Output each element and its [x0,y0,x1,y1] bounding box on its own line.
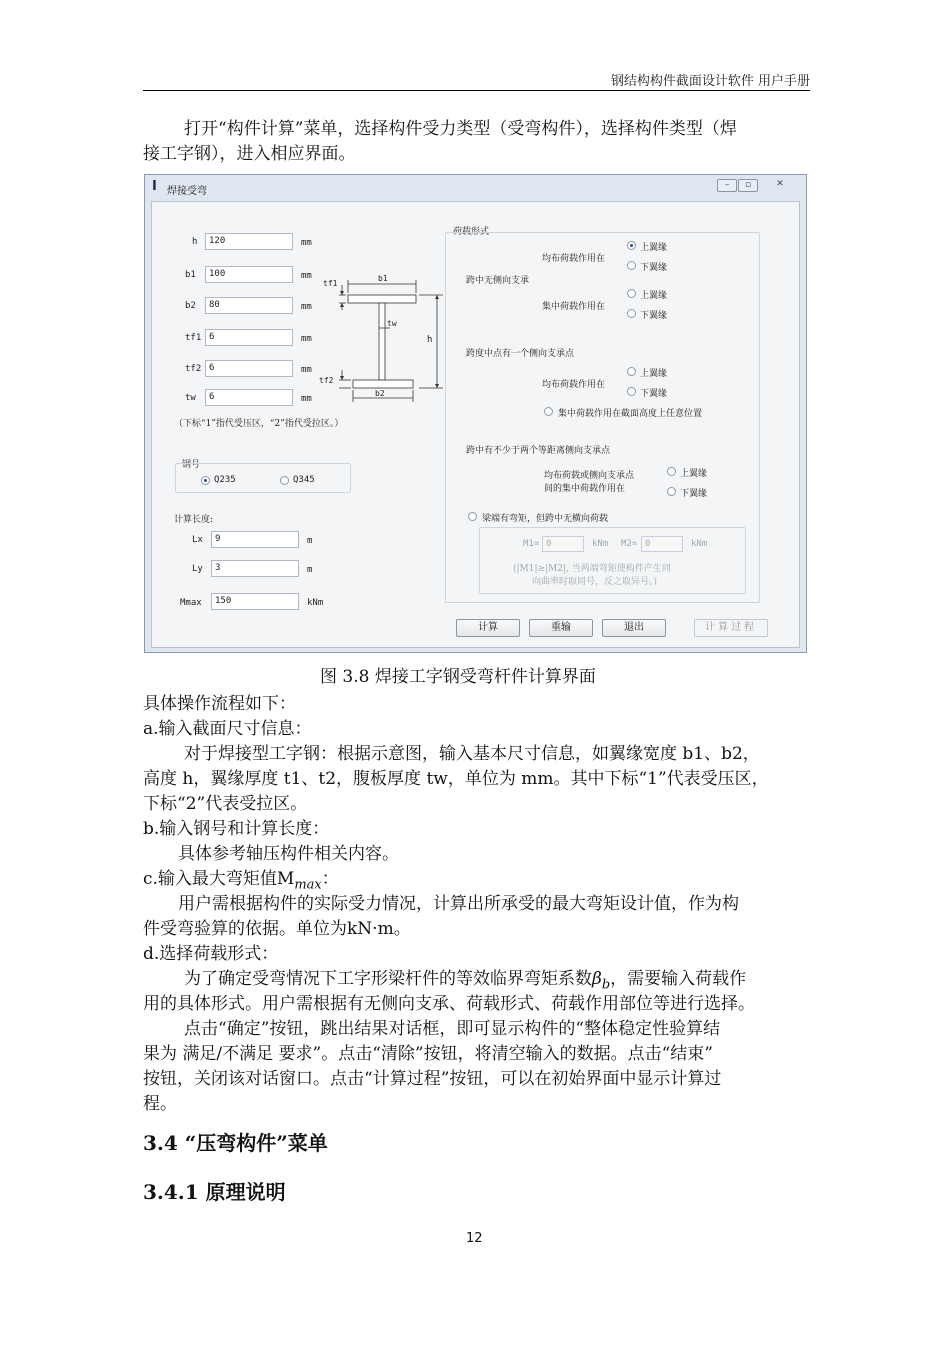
nl-conc-upper-radio[interactable] [627,289,636,298]
title-bar[interactable] [145,175,806,201]
ly-unit: m [307,565,313,575]
lx-unit: m [307,536,313,546]
end-moment-radio[interactable] [468,512,477,521]
ol-conc-any-radio[interactable] [544,407,553,416]
reinput-button[interactable]: 重输 [529,619,593,637]
body-line-12-rest: ，需要输入荷载作 [610,969,747,989]
tw-input[interactable]: 6 [205,389,293,406]
intro-line-2: 接工字钢），进入相应界面。 [143,144,356,164]
body-line-8-colon: ： [321,869,339,889]
b1-input[interactable]: 100 [205,266,293,283]
field-label-b2: b2 [185,301,196,311]
running-header: 钢结构构件截面设计软件 用户手册 [610,74,810,89]
unit-tf2: mm [301,365,312,375]
section-heading-3-4-1: 3.4.1 原理说明 [143,1180,286,1204]
calc-button[interactable]: 计算 [456,619,520,637]
diagram-label-b1: b1 [378,274,388,283]
ly-label: Ly [192,564,203,574]
ly-input[interactable]: 3 [211,560,299,577]
minimize-icon[interactable]: – [717,179,737,192]
tl-upper-label: 上翼缘 [680,469,708,479]
diagram-label-b2: b2 [375,389,385,398]
tl-lower-label: 下翼缘 [680,489,708,499]
restore-icon[interactable]: ▫ [738,179,758,192]
close-icon[interactable]: ✕ [776,179,784,189]
tf2-input[interactable]: 6 [205,360,293,377]
mmax-subscript: max [294,877,322,893]
beta-subscript: b [601,977,611,993]
end-note-1: (|M1|≥|M2|, 当两端弯矩使构件产生同 [513,564,671,574]
ol-uniform-lower-radio[interactable] [627,387,636,396]
calc-process-button[interactable]: 计算过程 [694,619,768,637]
field-label-tw: tw [185,393,196,403]
nl-conc-lower-label: 下翼缘 [640,311,668,321]
intro-line-1: 打开“构件计算”菜单，选择构件受力类型（受弯构件），选择构件类型（焊 [184,119,737,139]
body-line-12-text: 为了确定受弯情况下工字形梁杆件的等效临界弯矩系数 [184,969,592,989]
body-line-3: 对于焊接型工字钢：根据示意图，输入基本尺寸信息，如翼缘宽度 b1、b2， [184,744,760,764]
diagram-label-h: h [427,335,433,345]
body-line-17: 程。 [143,1094,177,1114]
I-beam-icon: I [152,179,157,194]
mmax-input[interactable]: 150 [211,593,299,610]
ol-uniform-upper-radio[interactable] [627,367,636,376]
nl-uniform-lower-label: 下翼缘 [640,263,668,273]
end-moment-group [479,527,746,594]
nl-conc-lower-radio[interactable] [627,309,636,318]
no-lateral-label: 跨中无侧向支承 [466,276,530,286]
header-rule [143,90,810,91]
load-legend: 荷载形式 [453,227,490,237]
diagram-label-tf1: tf1 [323,279,338,288]
body-line-10: 件受弯验算的依据。单位为kN·m。 [143,919,411,939]
body-line-1: 具体操作流程如下： [143,694,296,714]
q345-label: Q345 [293,475,315,485]
mmax-unit: kNm [307,598,324,608]
page-number: 12 [466,1231,483,1246]
subscript-note: （下标“1”指代受压区，“2”指代受拉区。） [174,419,344,429]
body-line-13: 用的具体形式。用户需根据有无侧向支承、荷载形式、荷载作用部位等进行选择。 [143,994,755,1014]
ol-uniform-lower-label: 下翼缘 [640,389,668,399]
unit-h: mm [301,238,312,248]
body-line-2: a.输入截面尺寸信息： [143,719,312,739]
tl-load-label-1: 均布荷载或侧向支承点 [544,471,635,481]
steel-group [175,463,351,493]
figure-caption: 图 3.8 焊接工字钢受弯杆件计算界面 [320,667,596,687]
b2-input[interactable]: 80 [205,297,293,314]
q235-radio[interactable] [201,476,210,485]
body-line-6: b.输入钢号和计算长度： [143,819,330,839]
two-lateral-label: 跨中有不少于两个等距离侧向支承点 [466,446,611,456]
body-line-4: 高度 h，翼缘厚度 t1、t2，腹板厚度 tw，单位为 mm。其中下标“1”代表受压区， [143,769,769,789]
body-line-11: d.选择荷载形式： [143,944,279,964]
body-line-8-text: c.输入最大弯矩值M [143,869,295,889]
lx-input[interactable]: 9 [211,531,299,548]
dialog-window [144,174,807,653]
q235-label: Q235 [214,475,236,485]
field-label-b1: b1 [185,270,196,280]
body-line-7: 具体参考轴压构件相关内容。 [178,844,399,864]
end-note-2: 向曲率时取同号，反之取异号。) [532,577,658,587]
one-lateral-label: 跨度中点有一个侧向支承点 [466,349,575,359]
m1-input[interactable]: 0 [542,536,584,552]
m2-label: M2= [621,539,638,549]
tf1-input[interactable]: 6 [205,329,293,346]
field-label-tf1: tf1 [185,333,202,343]
body-line-14: 点击“确定”按钮，跳出结果对话框，即可显示构件的“整体稳定性验算结 [184,1019,721,1039]
unit-tf1: mm [301,334,312,344]
ol-uniform-label: 均布荷载作用在 [542,380,606,390]
nl-uniform-upper-label: 上翼缘 [640,243,668,253]
unit-b1: mm [301,271,312,281]
length-legend: 计算长度: [174,515,214,525]
tl-load-label-2: 间的集中荷载作用在 [544,484,626,494]
tl-upper-radio[interactable] [667,467,676,476]
section-heading-3-4: 3.4 “压弯构件”菜单 [143,1131,328,1155]
m1-label: M1= [523,539,540,549]
steel-legend: 钢号 [182,460,201,470]
unit-b2: mm [301,302,312,312]
body-line-9: 用户需根据构件的实际受力情况，计算出所承受的最大弯矩设计值，作为构 [178,894,739,914]
dialog-body [151,201,800,648]
i-beam-diagram [315,260,445,398]
nl-uniform-upper-radio[interactable] [627,241,636,250]
body-line-16: 按钮，关闭该对话窗口。点击“计算过程”按钮，可以在初始界面中显示计算过 [143,1069,722,1089]
load-group [445,232,760,603]
nl-uniform-lower-radio[interactable] [627,261,636,270]
unit-tw: mm [301,394,312,404]
mmax-label: Mmax [180,598,202,608]
nl-uniform-label: 均布荷载作用在 [542,254,606,264]
ol-conc-any-label: 集中荷载作用在截面高度上任意位置 [558,409,703,419]
body-line-5: 下标“2”代表受拉区。 [143,794,308,814]
beta-symbol: β [592,969,602,989]
field-label-h: h [192,237,198,247]
nl-conc-upper-label: 上翼缘 [640,291,668,301]
h-input[interactable]: 120 [205,233,293,250]
diagram-label-tw: tw [387,319,397,328]
m1-unit: kNm [592,539,609,549]
end-moment-label: 梁端有弯矩，但跨中无横向荷载 [482,514,609,524]
q345-radio[interactable] [280,476,289,485]
field-label-tf2: tf2 [185,364,202,374]
exit-button[interactable]: 退出 [602,619,666,637]
nl-conc-label: 集中荷载作用在 [542,302,606,312]
lx-label: Lx [192,535,203,545]
m2-input[interactable]: 0 [641,536,683,552]
diagram-label-tf2: tf2 [319,376,334,385]
body-line-15: 果为 满足/不满足 要求”。点击“清除”按钮，将清空输入的数据。点击“结束” [143,1044,713,1064]
tl-lower-radio[interactable] [667,487,676,496]
ol-uniform-upper-label: 上翼缘 [640,369,668,379]
dialog-title: 焊接受弯 [167,186,207,197]
m2-unit: kNm [691,539,708,549]
